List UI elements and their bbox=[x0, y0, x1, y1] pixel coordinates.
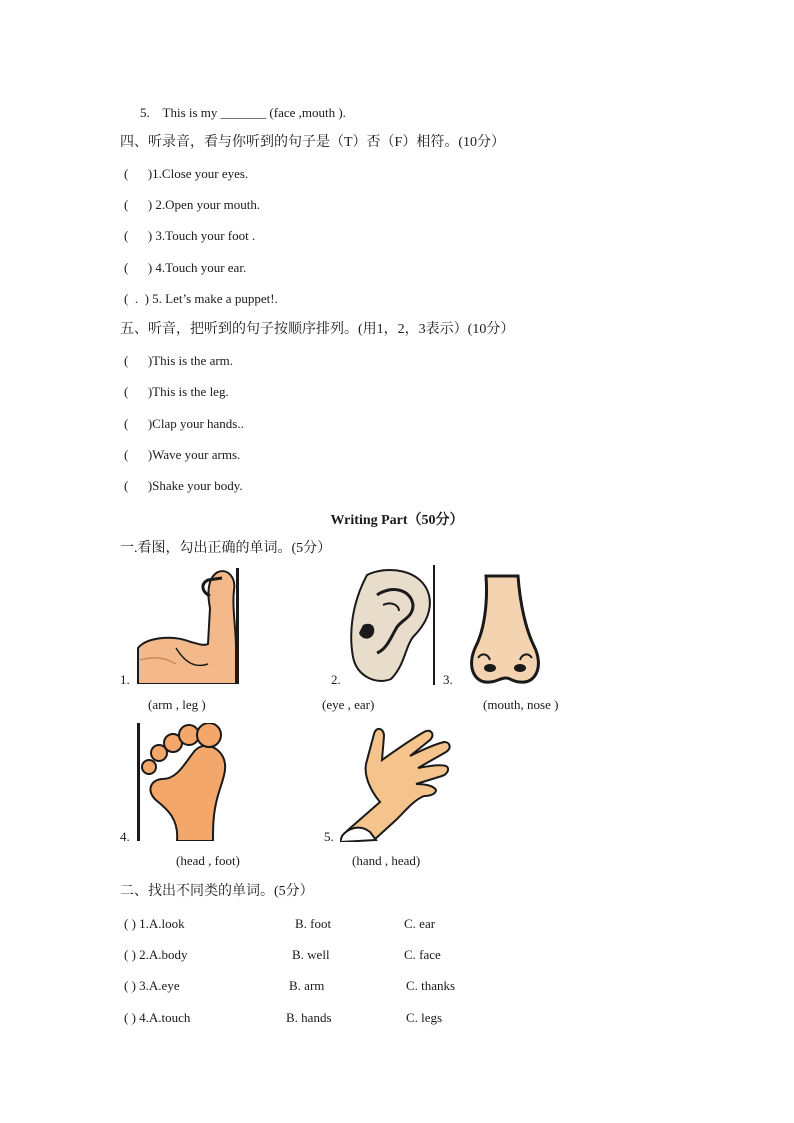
picture-options: (hand , head) bbox=[352, 853, 421, 868]
row-question: ( ) 4.A.touch bbox=[124, 1010, 191, 1025]
picture-options: (mouth, nose ) bbox=[483, 697, 559, 712]
section5-item-3: ( )Clap your hands.. bbox=[124, 416, 244, 431]
row-option-b: B. foot bbox=[295, 916, 332, 931]
nose-icon bbox=[468, 574, 542, 686]
row-question: ( ) 1.A.look bbox=[124, 916, 185, 931]
section5-title: 五、听音，把听到的句子按顺序排列。(用1，2，3表示）(10分） bbox=[120, 322, 515, 337]
hand-icon bbox=[340, 720, 456, 842]
row-option-b: B. hands bbox=[286, 1010, 332, 1025]
row-option-c: C. thanks bbox=[406, 978, 456, 993]
writing1-title: 一.看图，勾出正确的单词。(5分） bbox=[120, 541, 332, 556]
section4-item-4: ( ) 4.Touch your ear. bbox=[124, 260, 247, 275]
row-option-c: C. ear bbox=[404, 916, 436, 931]
picture-options: (eye , ear) bbox=[322, 697, 375, 712]
picture-number: 2. bbox=[331, 672, 341, 687]
ear-icon bbox=[347, 565, 437, 685]
picture-options: (head , foot) bbox=[176, 853, 240, 868]
section5-item-2: ( )This is the leg. bbox=[124, 384, 229, 399]
writing2-title: 二、找出不同类的单词。(5分） bbox=[120, 884, 314, 899]
row-question: ( ) 3.A.eye bbox=[124, 978, 180, 993]
arm-icon bbox=[136, 568, 242, 684]
section4-item-2: ( ) 2.Open your mouth. bbox=[124, 197, 261, 212]
row-option-b: B. well bbox=[292, 947, 330, 962]
picture-number: 1. bbox=[120, 672, 130, 687]
section5-item-1: ( )This is the arm. bbox=[124, 353, 234, 368]
section5-item-4: ( )Wave your arms. bbox=[124, 447, 241, 462]
section5-item-5: ( )Shake your body. bbox=[124, 478, 243, 493]
picture-number: 4. bbox=[120, 829, 130, 844]
picture-number: 5. bbox=[324, 829, 334, 844]
row-option-b: B. arm bbox=[289, 978, 325, 993]
writing-part-title: Writing Part（50分） bbox=[330, 513, 464, 528]
section4-title: 四、听录音，看与你听到的句子是（T）否（F）相符。(10分） bbox=[120, 135, 505, 150]
row-option-c: C. face bbox=[404, 947, 441, 962]
picture-options: (arm , leg ) bbox=[148, 697, 206, 712]
section4-item-1: ( )1.Close your eyes. bbox=[124, 166, 249, 181]
listening-item-5: 5. This is my _______ (face ,mouth ). bbox=[140, 105, 346, 120]
row-option-c: C. legs bbox=[406, 1010, 443, 1025]
foot-icon bbox=[137, 723, 233, 841]
section4-item-5: ( . ) 5. Let’s make a puppet!. bbox=[124, 291, 278, 306]
section4-item-3: ( ) 3.Touch your foot . bbox=[124, 228, 256, 243]
row-question: ( ) 2.A.body bbox=[124, 947, 188, 962]
picture-number: 3. bbox=[443, 672, 453, 687]
